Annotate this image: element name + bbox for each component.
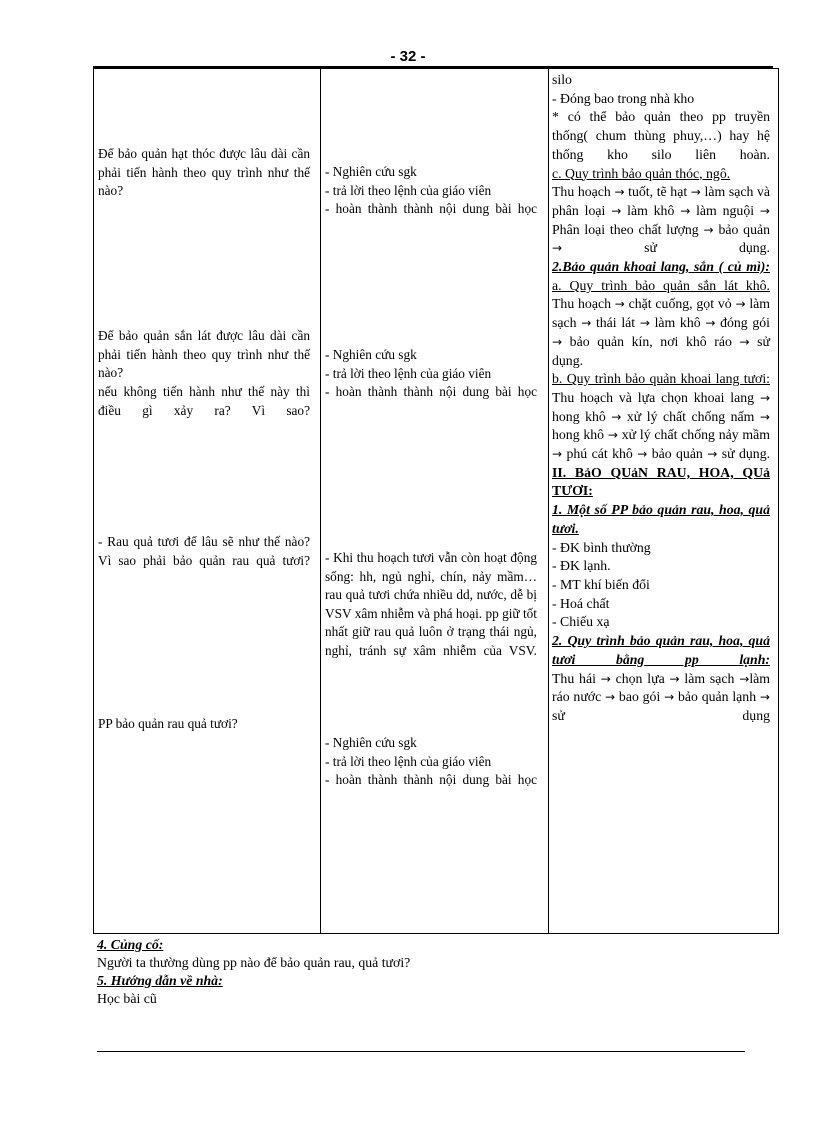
footer-rule	[97, 1051, 745, 1052]
content-line: * có thể bảo quản theo pp truyền thống( chum thùng phuy,…) hay hệ thống kho silo liên hoàn.	[552, 109, 770, 162]
activity-line: - hoàn thành thành nội dung bài học	[325, 384, 537, 400]
activity-line: - Nghiên cứu sgk	[325, 735, 417, 750]
content-line: silo	[552, 72, 572, 87]
section-II-heading: II. BảO QUảN RAU, HOA, QUả TƯƠI:	[552, 464, 770, 499]
rice-process: Thu hoạch → tuốt, tẽ hạt → làm sạch và phân loại → làm khô → làm nguội → Phân loại theo chất lượng → bảo quản → sử dụng.	[552, 184, 771, 256]
section-1-heading: 1. Một số PP bảo quản rau, hoa, quả tươi.	[552, 502, 770, 536]
sweet-potato-process: Thu hoạch và lựa chọn khoai lang → hong khô → xử lý chất chống nấm → hong khô → xử lý chất chống nảy mầm → phú cát khô → bảo quản → sử dụng.	[552, 389, 771, 462]
page-number: - 32 -	[390, 48, 426, 65]
activity-line: - trả lời theo lệnh của giáo viên	[325, 753, 492, 769]
question-fresh-produce: - Rau quả tươi để lâu sẽ như thế nào? Vì sao phải bảo quản rau quả tươi?	[98, 534, 310, 568]
consolidation-heading: 4. Củng cố:	[97, 937, 164, 952]
activity-line: - hoàn thành thành nội dung bài học	[325, 772, 537, 788]
section-2b-heading: 2. Quy trình bảo quản rau, hoa, quả tươi bằng pp lạnh:	[552, 633, 770, 667]
question-methods: PP bảo quản rau quả tươi?	[98, 716, 238, 731]
cold-storage-process: Thu hái → chọn lựa → làm sạch →làm ráo nước → bao gói → bảo quản lạnh → sử dụng	[552, 670, 771, 723]
lesson-content	[552, 71, 770, 726]
content-line: - Đóng bao trong nhà kho	[552, 90, 695, 106]
method-item: - ĐK lạnh.	[552, 558, 611, 574]
section-2-heading: 2.Bảo quản khoai lang, sắn ( củ mì):	[552, 259, 770, 275]
activity-line: - Nghiên cứu sgk	[325, 164, 417, 179]
homework-heading: 5. Hướng dẫn về nhà:	[97, 973, 223, 988]
method-item: - MT khí biến đổi	[552, 576, 650, 592]
question-cassava-followup: nếu không tiến hành như thế này thì điều gì xảy ra? Vì sao?	[98, 384, 310, 418]
question-cassava: Để bảo quản sắn lát được lâu dài cần phải tiến hành theo quy trình như thế nào?	[98, 328, 310, 381]
question-rice: Để bảo quản hạt thóc được lâu dài cần phải tiến hành theo quy trình như thế nào?	[98, 146, 310, 199]
method-item: - Chiếu xạ	[552, 614, 610, 630]
student-activity-block	[325, 163, 537, 219]
method-item: - Hoá chất	[552, 595, 610, 611]
student-activity-block	[325, 346, 537, 402]
activity-line: - Nghiên cứu sgk	[325, 347, 417, 362]
student-answer: - Khi thu hoạch tươi vẫn còn hoạt động sống: hh, ngủ nghỉ, chín, nảy mầm… rau quả tươi chứa nhiều dd, nước, dễ bị VSV xâm nhiễm và phá hoại. pp giữ tốt nhất giữ rau quả luôn ở trạng thái ngủ, nghỉ, tránh sự xâm nhiễm của VSV.	[325, 550, 537, 658]
student-activity-block	[325, 734, 537, 790]
activity-line: - trả lời theo lệnh của giáo viên	[325, 182, 492, 198]
activity-line: - hoàn thành thành nội dung bài học	[325, 201, 537, 217]
bottom-section	[97, 936, 410, 1008]
section-c-heading: c. Quy trình bảo quản thóc, ngô.	[552, 165, 731, 181]
method-item: - ĐK bình thường	[552, 539, 651, 555]
homework-text: Học bài cũ	[97, 991, 157, 1006]
section-b-heading: b. Quy trình bảo quản khoai lang tươi:	[552, 371, 770, 387]
activity-line: - trả lời theo lệnh của giáo viên	[325, 365, 492, 381]
cassava-process: Thu hoạch → chặt cuống, gọt vỏ → làm sạch → thái lát → làm khô → đóng gói → bảo quản kín, nơi khô ráo → sử dụng.	[552, 296, 771, 368]
consolidation-question: Người ta thường dùng pp nào để bảo quản rau, quả tươi?	[97, 955, 411, 970]
section-a-heading: a. Quy trình bảo quản sắn lát khô.	[552, 277, 770, 293]
